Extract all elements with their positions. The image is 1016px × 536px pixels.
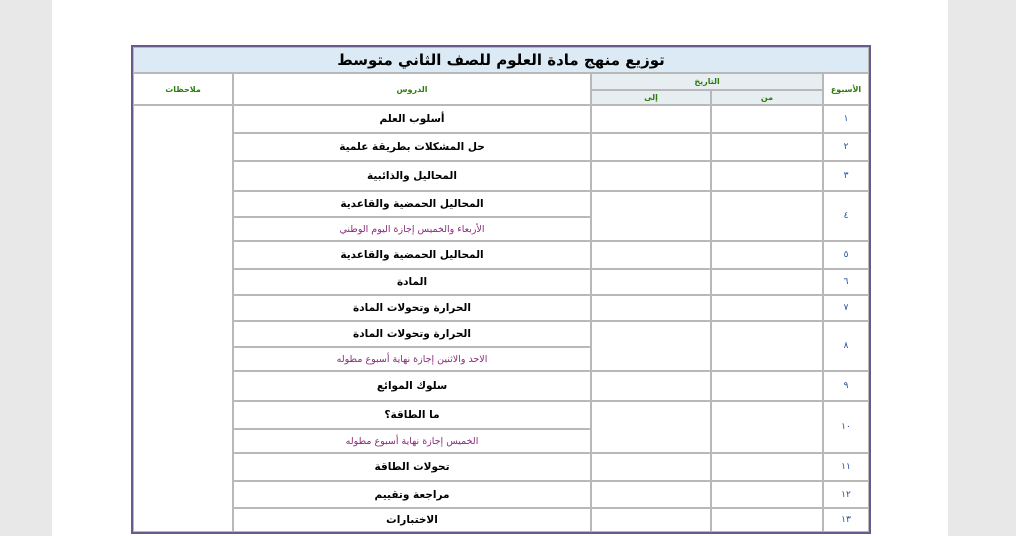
week-number: ٥ bbox=[823, 241, 869, 269]
date-from-cell bbox=[711, 133, 823, 161]
date-to-cell bbox=[591, 481, 711, 508]
date-to-cell bbox=[591, 401, 711, 453]
date-to-cell bbox=[591, 453, 711, 481]
date-from-cell bbox=[711, 191, 823, 241]
lesson-cell: مراجعة وتقييم bbox=[233, 481, 591, 508]
week-number: ٣ bbox=[823, 161, 869, 191]
date-header: التاريخ bbox=[591, 73, 823, 90]
date-from-cell bbox=[711, 508, 823, 532]
date-to-cell bbox=[591, 191, 711, 241]
week-number: ١ bbox=[823, 105, 869, 133]
curriculum-table bbox=[131, 45, 871, 534]
lessons-header: الدروس bbox=[233, 73, 591, 105]
lesson-cell: سلوك الموائع bbox=[233, 371, 591, 401]
date-from-cell bbox=[711, 401, 823, 453]
holiday-note: الخميس إجازة نهاية أسبوع مطوله bbox=[233, 429, 591, 453]
week-number: ١٣ bbox=[823, 508, 869, 532]
week-number: ١٠ bbox=[823, 401, 869, 453]
week-number: ٦ bbox=[823, 269, 869, 295]
week-number: ٤ bbox=[823, 191, 869, 241]
date-to-cell bbox=[591, 133, 711, 161]
date-from-cell bbox=[711, 321, 823, 371]
date-to-cell bbox=[591, 321, 711, 371]
date-to-cell bbox=[591, 371, 711, 401]
lesson-cell: الاختبارات bbox=[233, 508, 591, 532]
date-from-cell bbox=[711, 371, 823, 401]
date-from-cell bbox=[711, 481, 823, 508]
lesson-cell: المحاليل والذائبية bbox=[233, 161, 591, 191]
week-number: ٩ bbox=[823, 371, 869, 401]
from-header: من bbox=[711, 90, 823, 105]
lesson-cell: ما الطاقة؟ bbox=[233, 401, 591, 429]
lesson-cell: الحرارة وتحولات المادة bbox=[233, 295, 591, 321]
lesson-cell: أسلوب العلم bbox=[233, 105, 591, 133]
date-from-cell bbox=[711, 105, 823, 133]
lesson-cell: المحاليل الحمضية والقاعدية bbox=[233, 191, 591, 217]
lesson-cell: تحولات الطاقة bbox=[233, 453, 591, 481]
notes-header: ملاحظات bbox=[133, 73, 233, 105]
lesson-cell: الحرارة وتحولات المادة bbox=[233, 321, 591, 347]
holiday-note: الاحد والاثنين إجازة نهاية أسبوع مطوله bbox=[233, 347, 591, 371]
date-from-cell bbox=[711, 453, 823, 481]
week-header: الأسبوع bbox=[823, 73, 869, 105]
date-from-cell bbox=[711, 269, 823, 295]
notes-cell bbox=[133, 105, 233, 532]
date-to-cell bbox=[591, 508, 711, 532]
date-to-cell bbox=[591, 269, 711, 295]
date-from-cell bbox=[711, 295, 823, 321]
date-to-cell bbox=[591, 241, 711, 269]
table-title: توزيع منهج مادة العلوم للصف الثاني متوسط bbox=[133, 47, 869, 73]
week-number: ٨ bbox=[823, 321, 869, 371]
week-number: ٧ bbox=[823, 295, 869, 321]
lesson-cell: المادة bbox=[233, 269, 591, 295]
week-number: ١٢ bbox=[823, 481, 869, 508]
week-number: ٢ bbox=[823, 133, 869, 161]
week-number: ١١ bbox=[823, 453, 869, 481]
lesson-cell: المحاليل الحمضية والقاعدية bbox=[233, 241, 591, 269]
date-from-cell bbox=[711, 161, 823, 191]
lesson-cell: حل المشكلات بطريقة علمية bbox=[233, 133, 591, 161]
holiday-note: الأربعاء والخميس إجازة اليوم الوطني bbox=[233, 217, 591, 241]
date-to-cell bbox=[591, 295, 711, 321]
date-to-cell bbox=[591, 161, 711, 191]
date-from-cell bbox=[711, 241, 823, 269]
to-header: إلى bbox=[591, 90, 711, 105]
date-to-cell bbox=[591, 105, 711, 133]
